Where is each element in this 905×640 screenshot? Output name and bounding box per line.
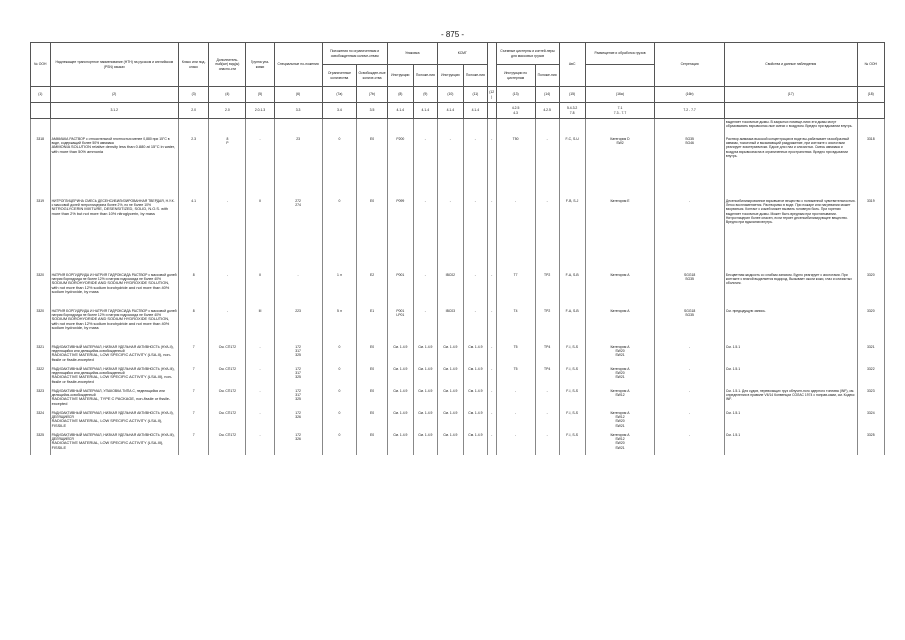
class-cell: 8 [178,309,208,345]
special-provisions-cell: 172 326 [274,411,322,433]
col-number: (15) [559,87,585,103]
col-number: (1) [31,87,51,103]
subrisk-cell: См. СП172 [209,389,246,411]
special-provisions-cell [274,119,322,137]
special-provisions-cell: 23 [274,137,322,199]
header-ems: АвС [559,43,585,87]
properties-cell: Десенсибилизированное взрывчатое вещество с пониженной чувствительностью. Легко воспламеняется. Растворимо в воде. При пожаре или нагревании может взорваться. Контакт с кожей может вызвать головную боль. При горении выделяет токсичные дымы. Может быть вредным при проглатывании. Нитроглицерин более опасен, если теряет десенсибилизирующее вещество. Вредно при вдыхании внутрь. [724,199,857,273]
shipping-name [50,119,178,137]
packing-provision-cell: См. 1.4.9 [413,433,437,455]
ibc-instruction-cell: См. 1.4.9 [437,345,463,367]
ibc-instruction-cell: IBC03 [437,309,463,345]
packing-group-cell: - [246,411,274,433]
tank-provision-cell: TP2 [535,309,559,345]
col-ref: 2.0 [209,103,246,119]
col-ref: 3.4 [322,103,357,119]
col-number: (17) [724,87,857,103]
un-number [31,119,51,137]
subrisk-cell: - [209,273,246,309]
class-cell: 4.1 [178,199,208,273]
col-number: (4) [209,87,246,103]
ems-cell: F-I, S-S [559,367,585,389]
limited-qty-cell: 1 л [322,273,357,309]
header-subrisk: Дополнитель-ный(ые) вид(ы) опасно-сти [209,43,246,87]
properties-cell: См. 1.5.1 [724,411,857,433]
ibc-provision-cell: См. 1.4.9 [463,367,487,389]
header-tank-inst: Инструкции по цистернам [496,65,535,87]
col-number: (9) [413,87,437,103]
class-cell: 7 [178,345,208,367]
header-tanks: Съемные цистерны и контей-неры для массовых грузов [496,43,559,65]
un-number: 3322 [31,367,51,389]
col-number: (14) [535,87,559,103]
un-number-right: 3322 [857,367,884,389]
col-ref: 4.1.4 [413,103,437,119]
col-number: (2) [50,87,178,103]
col-number: (13) [496,87,535,103]
un-number-right: 3323 [857,389,884,411]
un-number: 3320 [31,273,51,309]
dangerous-goods-table [30,42,885,455]
limited-qty-cell: 0 [322,345,357,367]
ems-cell: F-A, S-B [559,309,585,345]
packing-group-cell: - [246,345,274,367]
packing-provision-cell: См. 1.4.9 [413,367,437,389]
excepted-qty-cell: E1 [357,309,387,345]
ibc-provision-cell: - [463,137,487,199]
col-ref [31,103,51,119]
name-en: RADIOACTIVE MATERIAL, TYPE C PACKAGE, non-fissile or fissile-excepted [51,396,171,406]
segregation-cell: SGG18 SG35 [655,273,725,309]
un-number: 3318 [31,137,51,199]
subrisk-cell: - [209,199,246,273]
ibc-provision-cell: - [463,199,487,273]
properties-cell: выделяет токсичные дымы. В закрытых помеще-ниях эти дымы могут образовывать взрывоопас-ные смеси с воздухом. Вредно при вдыхании внутрь. [724,119,857,137]
col-ref [487,103,496,119]
ems-cell: F-A, S-B [559,273,585,309]
stowage-cell: Категория A SW12 SW20 SW21 [585,411,655,433]
blank-cell: - [487,345,496,367]
tank-provision-cell: - [535,411,559,433]
header-un: № ООН [31,43,51,87]
ems-cell: F-I, S-S [559,345,585,367]
table-row [31,199,885,273]
properties-cell: См. 1.5.1 [724,367,857,389]
ibc-instruction-cell: См. 1.4.9 [437,433,463,455]
class-cell [178,119,208,137]
name-en: RADIOACTIVE MATERIAL, LOW SPECIFIC ACTIVITY (LSA-II), non-fissile or fissile-excepted [51,352,171,362]
packing-provision-cell: См. 1.4.9 [413,389,437,411]
header-special-provisions: Специальные по-ложения [274,43,322,87]
header-ibc-prov: Положе-ния [463,65,487,87]
header-packing-group: Группа упа-ковки [246,43,274,87]
un-number: 3321 [31,345,51,367]
packing-instruction-cell: См. 1.4.9 [387,389,413,411]
name-ru: НАТРИЯ БОРГИДРИДА И НАТРИЯ ГИДРОКСИДА РАСТВОР с массовой долей натрия боргидрида не более 12% и натрия гидроксида не более 40% [51,273,177,282]
name-ru: РАДИОАКТИВНЫЙ МАТЕРИАЛ, НИЗКАЯ УДЕЛЬНАЯ АКТИВНОСТЬ (НУА-III), неделящийся или делящийся-освобожденный [51,367,175,376]
excepted-qty-cell: E0 [357,367,387,389]
stowage-cell: Категория A [585,309,655,345]
blank-cell: - [487,389,496,411]
col-ref: 3.1.2 [50,103,178,119]
packing-group-cell: - [246,367,274,389]
stowage-cell: Категория A SW12 SW20 SW21 [585,433,655,455]
ibc-instruction-cell: См. 1.4.9 [437,367,463,389]
un-number-right: 3320 [857,273,884,309]
un-number: 3323 [31,389,51,411]
packing-instruction-cell [387,119,413,137]
tank-instruction-cell: - [496,411,535,433]
header-ibc-inst: Инструкции [437,65,463,87]
page-number: - 875 - [440,30,465,39]
un-number-right: 3319 [857,199,884,273]
col-number: (5) [246,87,274,103]
tank-instruction-cell: - [496,199,535,273]
limited-qty-cell [322,119,357,137]
packing-group-cell: III [246,309,274,345]
tank-provision-cell: TP4 [535,345,559,367]
limited-qty-cell: 0 [322,389,357,411]
ibc-instruction-cell: См. 1.4.9 [437,389,463,411]
limited-qty-cell: 5 л [322,309,357,345]
stowage-cell: Категория A SW12 [585,389,655,411]
header-excepted: Освобожден-ные количе-ства [357,65,387,87]
stowage-cell: Категория D SW2 [585,137,655,199]
packing-provision-cell [413,119,437,137]
ibc-provision-cell: См. 1.4.9 [463,433,487,455]
packing-provision-cell: - [413,309,437,345]
name-en: NITROGLYCERIN MIXTURE, DESENSITIZED, SOLID, N.O.S. with more than 2% but not more than 10% nitroglycerin, by mass [51,206,169,216]
col-number: (11) [463,87,487,103]
packing-group-cell: - [246,137,274,199]
table-row [31,137,885,199]
excepted-qty-cell [357,119,387,137]
properties-cell: См. предыдущую запись. [724,309,857,345]
packing-provision-cell: См. 1.4.9 [413,411,437,433]
ems-cell: F-C, S-U [559,137,585,199]
col-number: (6) [274,87,322,103]
segregation-cell: - [655,199,725,273]
name-en: RADIOACTIVE MATERIAL, LOW SPECIFIC ACTIVITY (LSA-III), non-fissile or fissile-excepted [51,374,173,384]
tank-provision-cell: - [535,137,559,199]
tank-provision-cell [535,119,559,137]
ems-cell: F-B, S-J [559,199,585,273]
col-number: (8) [387,87,413,103]
blank-cell: - [487,309,496,345]
column-refs-row [31,103,885,119]
table-row [31,389,885,411]
ems-cell: F-I, S-S [559,433,585,455]
col-ref: 4.2.5 4.3 [496,103,535,119]
stowage-cell [585,119,655,137]
packing-instruction-cell: См. 1.4.9 [387,367,413,389]
special-provisions-cell: 223 [274,309,322,345]
class-cell: 7 [178,389,208,411]
special-provisions-cell: 272 274 [274,199,322,273]
excepted-qty-cell: E0 [357,137,387,199]
tank-instruction-cell: - [496,389,535,411]
ibc-instruction-cell: IBC02 [437,273,463,309]
name-ru: НИТРОГЛИЦЕРИНА СМЕСЬ ДЕСЕНСИБИЛИЗИРОВАННАЯ ТВЕРДАЯ, Н.У.К. с массовой долей нитроглицерина более 2%, но не более 10% [51,199,175,208]
col-ref: 4.2.5 [535,103,559,119]
special-provisions-cell: 172 317 325 [274,367,322,389]
class-cell: 8 [178,273,208,309]
properties-cell: См. 1.5.1. Для судов, перевозящих груз облучен-ного ядерного топлива (INF), см. определения в правиле VII/14 Конвенции СОЛАС 1974 с поправ-ками, см. Кодекс INF. [724,389,857,411]
special-provisions-cell: 172 317 325 [274,345,322,367]
special-provisions-cell: - [274,273,322,309]
stowage-cell: Категория A [585,273,655,309]
limited-qty-cell: 0 [322,433,357,455]
excepted-qty-cell: E0 [357,433,387,455]
blank-cell: - [487,367,496,389]
col-ref: 5.4.3.2 7.8 [559,103,585,119]
ibc-provision-cell: См. 1.4.9 [463,345,487,367]
excepted-qty-cell: E0 [357,389,387,411]
ibc-provision-cell: См. 1.4.9 [463,389,487,411]
special-provisions-cell: 172 317 325 [274,389,322,411]
excepted-qty-cell: E0 [357,345,387,367]
blank-cell: - [487,199,496,273]
un-number: 3324 [31,411,51,433]
blank-cell [487,119,496,137]
table-row [31,119,885,137]
un-number: 3325 [31,433,51,455]
shipping-name [50,199,178,273]
subrisk-cell: См. СП172 [209,367,246,389]
packing-instruction-cell: P001 LP01 [387,309,413,345]
packing-instruction-cell: P099 [387,199,413,273]
segregation-cell [655,119,725,137]
ibc-instruction-cell: См. 1.4.9 [437,411,463,433]
header-segregation: Сегрегация [655,43,725,87]
packing-provision-cell: - [413,273,437,309]
ibc-instruction-cell: - [437,199,463,273]
table-row [31,411,885,433]
col-number: (18) [857,87,884,103]
col-ref [724,103,857,119]
packing-provision-cell: - [413,137,437,199]
tank-provision-cell: - [535,433,559,455]
tank-instruction-cell [496,119,535,137]
col-ref: 4.1.4 [437,103,463,119]
packing-instruction-cell: См. 1.4.9 [387,433,413,455]
name-en: RADIOACTIVE MATERIAL, LOW SPECIFIC ACTIVITY (LSA-II), FISSILE [51,418,163,428]
segregation-cell: SG35 SG46 [655,137,725,199]
ibc-instruction-cell [437,119,463,137]
blank-cell: - [487,411,496,433]
class-cell: 7 [178,433,208,455]
un-number: 3319 [31,199,51,273]
stowage-cell: Категория A SW20 SW21 [585,367,655,389]
table-row [31,309,885,345]
header-name: Надлежащее транспортное наименование (НТН) на русском и английском (PSN) языках [50,43,178,87]
limited-qty-cell: 0 [322,137,357,199]
blank-cell: - [487,137,496,199]
col-ref: 4.1.4 [387,103,413,119]
packing-instruction-cell: P001 [387,273,413,309]
col-number: (7a) [322,87,357,103]
col-ref [857,103,884,119]
ems-cell: F-I, S-S [559,389,585,411]
packing-group-cell: II [246,199,274,273]
un-number-right [857,119,884,137]
col-ref: 7.2 - 7.7 [655,103,725,119]
ibc-provision-cell: См. 1.4.9 [463,411,487,433]
shipping-name [50,273,178,309]
excepted-qty-cell: E2 [357,273,387,309]
tank-provision-cell: TP4 [535,367,559,389]
header-limited: Ограниченные количества [322,65,357,87]
tank-instruction-cell: T7 [496,273,535,309]
ems-cell: F-I, S-S [559,411,585,433]
tank-provision-cell: - [535,199,559,273]
name-ru: РАДИОАКТИВНЫЙ МАТЕРИАЛ, НИЗКАЯ УДЕЛЬНАЯ АКТИВНОСТЬ (НУА-II), неделящийся или делящийся-освобожденный [51,345,174,354]
segregation-cell: - [655,345,725,367]
column-numbers-row [31,87,885,103]
limited-qty-cell: 0 [322,199,357,273]
col-number: (16b) [655,87,725,103]
table-row [31,345,885,367]
class-cell: 7 [178,367,208,389]
header-pack-inst: Инструкции [387,65,413,87]
excepted-qty-cell: E0 [357,411,387,433]
col-number: (3) [178,87,208,103]
excepted-qty-cell: E0 [357,199,387,273]
header-ibc: КСМГ [437,43,487,65]
packing-group-cell: - [246,433,274,455]
segregation-cell: - [655,411,725,433]
col-ref: 3.5 [357,103,387,119]
header-tank-prov: Положе-ния [535,65,559,87]
table-row [31,273,885,309]
shipping-name [50,137,178,199]
class-cell: 7 [178,411,208,433]
header-stowage-sub [585,65,655,87]
tank-instruction-cell: T5 [496,367,535,389]
segregation-cell: - [655,389,725,411]
subrisk-cell: См. СП172 [209,345,246,367]
un-number-right: 3321 [857,345,884,367]
shipping-name [50,367,178,389]
header-stowage: Размещение и обработка грузов [585,43,655,65]
col-ref: 2.0.1.3 [246,103,274,119]
properties-cell: См. 1.5.1 [724,345,857,367]
limited-qty-cell: 0 [322,411,357,433]
un-number-right: 3320 [857,309,884,345]
subrisk-cell: См. СП172 [209,411,246,433]
shipping-name [50,411,178,433]
header-pack-prov: Положе-ния [413,65,437,87]
segregation-cell: SGG18 SG35 [655,309,725,345]
subrisk-cell: См. СП172 [209,433,246,455]
col-number: (10) [437,87,463,103]
ems-cell [559,119,585,137]
subrisk-cell: - [209,309,246,345]
header-limited-group: Положения по ограниченным и освобожденным количе-ствам [322,43,387,65]
shipping-name [50,345,178,367]
ibc-provision-cell: - [463,309,487,345]
properties-cell: Бесцветная жидкость со слабым запахом. Бурно реагирует с кислотами. При контакте с влагой выделяется водород. Вызывает ожоги кожи, глаз и слизистых оболочек. [724,273,857,309]
name-ru: РАДИОАКТИВНЫЙ МАТЕРИАЛ, НИЗКАЯ УДЕЛЬНАЯ АКТИВНОСТЬ (НУА-III), ДЕЛЯЩИЙСЯ [51,433,175,442]
packing-group-cell [246,119,274,137]
limited-qty-cell: 0 [322,367,357,389]
packing-group-cell: II [246,273,274,309]
col-ref: 3.3 [274,103,322,119]
table-header [31,43,885,119]
col-number: (12) [487,87,496,103]
table-row [31,367,885,389]
name-ru: НАТРИЯ БОРГИДРИДА И НАТРИЯ ГИДРОКСИДА РАСТВОР с массовой долей натрия боргидрида не более 12% и натрия гидроксида не более 40% [51,309,177,318]
col-ref: 2.0 [178,103,208,119]
name-ru: АММИАКА РАСТВОР с относительной плотностью менее 0,880 при 15°C в воде, содержащий более 50% аммиака [51,137,170,146]
un-number-right: 3324 [857,411,884,433]
properties-cell: Раствор аммиака высокой концентрации в воде вы-рабатывает газообразный аммиак, токсичный и вызывающий раздражение, при контакте с кислотами реагирует экзотермически. Едкое для глаз и слизистых. Смесь аммиака и воздуха взрывоопасна в ограниченных пространствах. Вредно при вдыхании внутрь. [724,137,857,199]
name-ru: РАДИОАКТИВНЫЙ МАТЕРИАЛ, НИЗКАЯ УДЕЛЬНАЯ АКТИВНОСТЬ (НУА-II), ДЕЛЯЩИЙСЯ [51,411,174,420]
un-number-right: 3318 [857,137,884,199]
shipping-name [50,309,178,345]
tank-provision-cell: TP2 [535,273,559,309]
table-body [31,119,885,455]
blank-cell: - [487,433,496,455]
packing-provision-cell: См. 1.4.9 [413,345,437,367]
stowage-cell: Категория E [585,199,655,273]
ibc-provision-cell [463,119,487,137]
tank-provision-cell: - [535,389,559,411]
shipping-name [50,389,178,411]
tank-instruction-cell: T50 [496,137,535,199]
name-ru: РАДИОАКТИВНЫЙ МАТЕРИАЛ, УПАКОВКА ТИПА C, неделящийся или делящийся-освобожденный [51,389,165,398]
header-properties: Свойства и данные наблюдения [724,43,857,87]
ibc-instruction-cell: - [437,137,463,199]
shipping-name [50,433,178,455]
class-cell: 2.3 [178,137,208,199]
packing-provision-cell: - [413,199,437,273]
packing-instruction-cell: См. 1.4.9 [387,345,413,367]
header-blank [487,43,496,87]
ibc-provision-cell: - [463,273,487,309]
table-row [31,433,885,455]
segregation-cell: - [655,367,725,389]
name-en: RADIOACTIVE MATERIAL, LOW SPECIFIC ACTIVITY (LSA-III), FISSILE [51,440,164,450]
packing-group-cell: - [246,389,274,411]
packing-instruction-cell: См. 1.4.9 [387,411,413,433]
col-ref: 4.1.4 [463,103,487,119]
properties-cell: См. 1.5.1 [724,433,857,455]
col-number: (7b) [357,87,387,103]
name-en: AMMONIA SOLUTION relative density less than 0.880 at 15°C in water, with more than 50% ammonia [51,144,176,154]
header-packing: Упаковка [387,43,437,65]
name-en: SODIUM BOROHYDRIDE AND SODIUM HYDROXIDE SOLUTION, with not more than 12% sodium borohydride and not more than 40% sodium hydroxide, by mass [51,316,170,331]
special-provisions-cell: 172 326 [274,433,322,455]
tank-instruction-cell: - [496,433,535,455]
un-number: 3320 [31,309,51,345]
header-un-right: № ООН [857,43,884,87]
segregation-cell: - [655,433,725,455]
subrisk-cell [209,119,246,137]
stowage-cell: Категория A SW20 SW21 [585,345,655,367]
un-number-right: 3325 [857,433,884,455]
packing-instruction-cell: P200 [387,137,413,199]
col-number: (16a) [585,87,655,103]
name-en: SODIUM BOROHYDRIDE AND SODIUM HYDROXIDE SOLUTION, with not more than 12% sodium borohydride and not more than 40% sodium hydroxide, by mass [51,280,170,295]
header-class: Класс или под-класс [178,43,208,87]
subrisk-cell: 8 P [209,137,246,199]
tank-instruction-cell: T5 [496,345,535,367]
col-ref: 7.1 7.3 - 7.7 [585,103,655,119]
blank-cell: - [487,273,496,309]
tank-instruction-cell: T4 [496,309,535,345]
